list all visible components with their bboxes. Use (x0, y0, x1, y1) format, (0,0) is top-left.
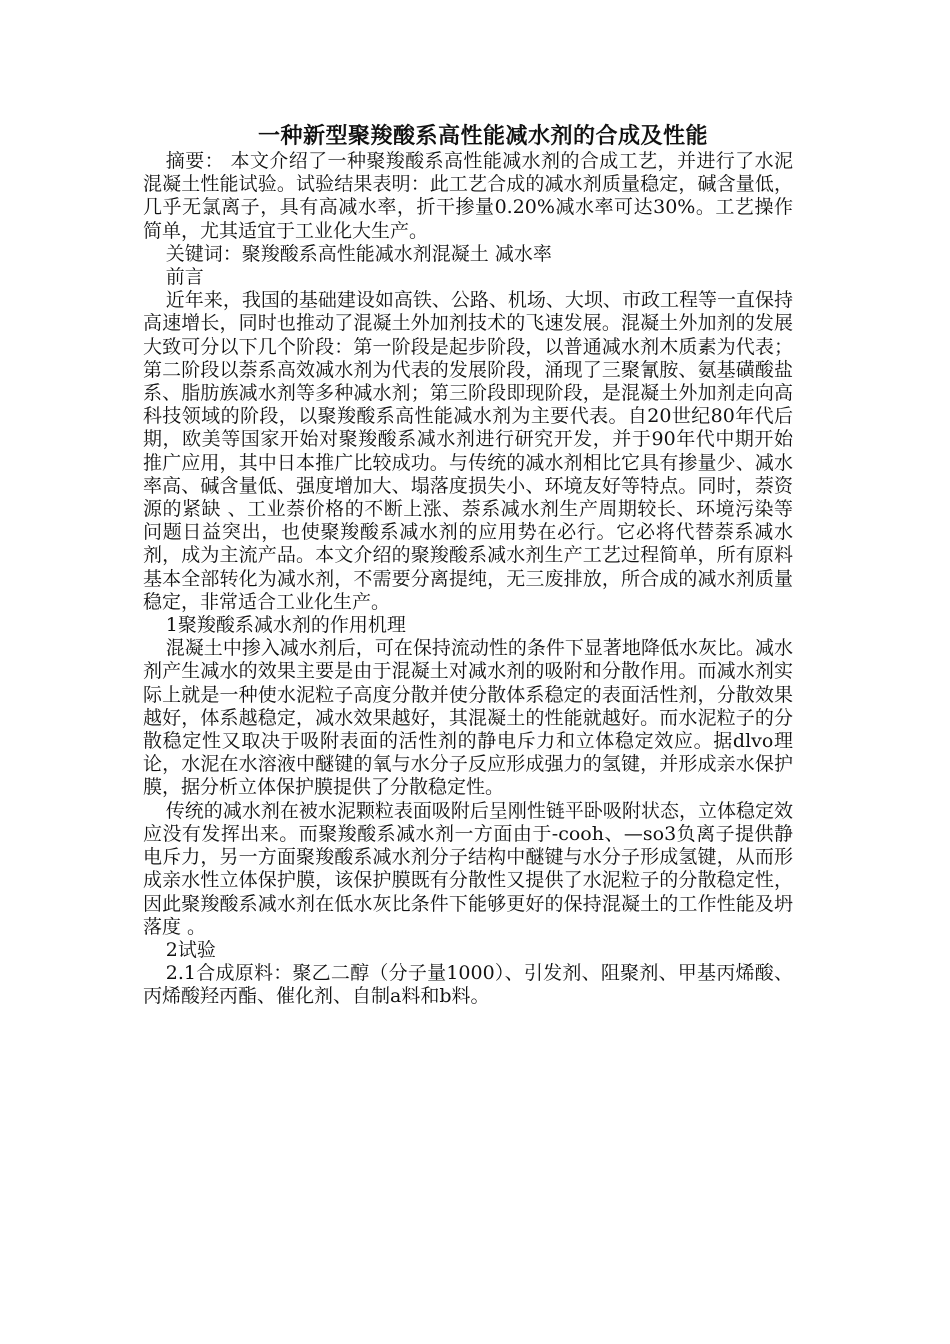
section-2-heading: 2试验 (165, 938, 216, 961)
section-1-paragraph-2: 传统的减水剂在被水泥颗粒表面吸附后呈刚性链平卧吸附状态，立体稳定效应没有发挥出来。而聚羧酸系减水剂一方面由于-cooh、—so3负离子提供静电斥力，另一方面聚羧酸系减水剂分子结构中醚键与水分子形成氢键，从而形成亲水性立体保护膜，该保护膜既有分散性又提供了水泥粒子的分散稳定性，因此聚羧酸系减水剂在低水灰比条件下能够更好的保持混凝土的工作性能及坍落度 。 (143, 799, 793, 938)
section-1-heading: 1聚羧酸系减水剂的作用机理 (165, 614, 406, 637)
document-body (143, 150, 793, 1009)
keywords-line: 关键词：聚羧酸系高性能减水剂混凝土 减水率 (165, 242, 552, 265)
document-title: 一种新型聚羧酸系高性能减水剂的合成及性能 (258, 124, 709, 149)
abstract-paragraph: 摘要： 本文介绍了一种聚羧酸系高性能减水剂的合成工艺，并进行了水泥混凝土性能试验。试验结果表明：此工艺合成的减水剂质量稳定，碱含量低，几乎无氯离子，具有高减水率，折干掺量0.20%减水率可达30%。工艺操作简单，尤其适宜于工业化大生产。 (143, 150, 793, 242)
section-1-paragraph-1: 混凝土中掺入减水剂后，可在保持流动性的条件下显著地降低水灰比。减水剂产生减水的效果主要是由于混凝土对减水剂的吸附和分散作用。而减水剂实际上就是一种使水泥粒子高度分散并使分散体系稳定的表面活性剂，分散效果越好，体系越稳定，减水效果越好，其混凝土的性能就越好。而水泥粒子的分散稳定性又取决于吸附表面的活性剂的静电斥力和立体稳定效应。据dlvo理论，水泥在水溶液中醚键的氧与水分子反应形成强力的氢键，并形成亲水保护膜，据分析立体保护膜提供了分散稳定性。 (143, 637, 793, 799)
section-2-1-paragraph: 2.1合成原料：聚乙二醇（分子量1000）、引发剂、阻聚剂、甲基丙烯酸、丙烯酸羟丙酯、催化剂、自制a料和b料。 (143, 962, 793, 1008)
preface-heading: 前言 (165, 266, 204, 289)
preface-paragraph: 近年来，我国的基础建设如高铁、公路、机场、大坝、市政工程等一直保持高速增长，同时也推动了混凝土外加剂技术的飞速发展。混凝土外加剂的发展大致可分以下几个阶段：第一阶段是起步阶段，以普通减水剂木质素为代表；第二阶段以萘系高效减水剂为代表的发展阶段，涌现了三聚氰胺、氨基磺酸盐系、脂肪族减水剂等多种减水剂；第三阶段即现阶段，是混凝土外加剂走向高科技领域的阶段，以聚羧酸系高性能减水剂为主要代表。自20世纪80年代后期，欧美等国家开始对聚羧酸系减水剂进行研究开发，并于90年代中期开始推广应用，其中日本推广比较成功。与传统的减水剂相比它具有掺量少、减水率高、碱含量低、强度增加大、塌落度损失小、环境友好等特点。同时，萘资源的紧缺 、工业萘价格的不断上涨、萘系减水剂生产周期较长、环境污染等问题日益突出，也使聚羧酸系减水剂的应用势在必行。它必将代替萘系减水剂，成为主流产品。本文介绍的聚羧酸系减水剂生产工艺过程简单，所有原料基本全部转化为减水剂，不需要分离提纯，无三废排放，所合成的减水剂质量稳定，非常适合工业化生产。 (143, 289, 793, 613)
